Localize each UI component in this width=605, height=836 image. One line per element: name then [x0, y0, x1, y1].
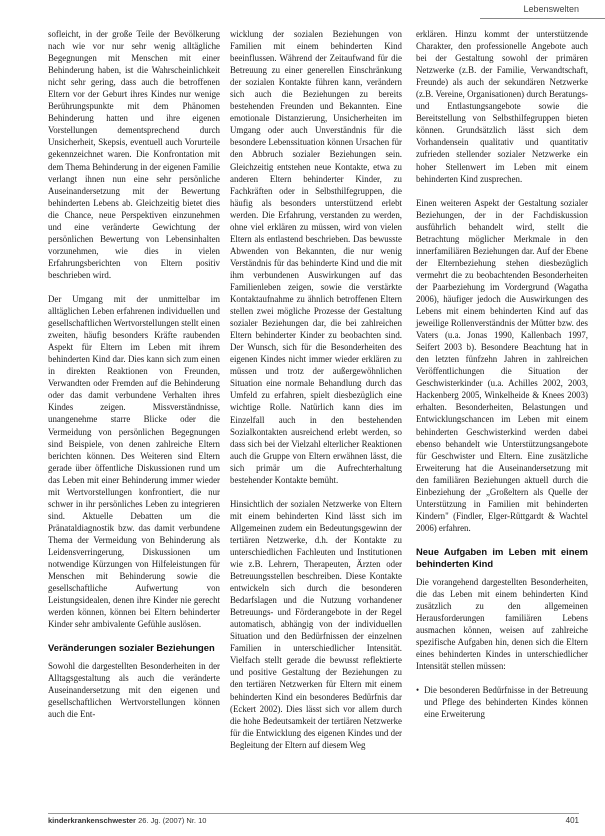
paragraph: sofleicht, in der große Teile der Bevölkerung nach wie vor nur sehr wenig alltägliche Begegnungen mit Menschen mit einer Behinderung haben, ist die Wahrscheinlichkeit nicht sehr gering, dass auch die betroffenen Eltern vor der Geburt ihres Kindes nur wenige Berührungspunkte mit dem Phänomen Behinderung hatten und ihre eigenen Vorstellungen dementsprechend durch Unsicherheit, Skepsis, eventuell auch Vorurteile gekennzeichnet waren. Die Konfrontation mit dem Thema Behinderung in der eigenen Familie verlangt ihnen nun eine sehr persönliche Auseinandersetzung mit der Bewertung behinderten Lebens ab. Gleichzeitig bietet dies die Chance, neue Perspektiven einzunehmen und eine veränderte Gewichtung der persönlichen Bewertung von Lebensinhalten vorzunehmen, wie dies in vielen Erfahrungsberichten von Eltern positiv beschrieben wird.	[48, 29, 220, 280]
text-column-2	[230, 28, 402, 763]
paragraph: Einen weiteren Aspekt der Gestaltung sozialer Beziehungen, der in der Fachdiskussion ausführlich behandelt wird, stellt die Betrachtung möglicher Merkmale in den innerfamiliären Beziehungen dar. Auf der Ebene der Elternbeziehung stehen diesbezüglich vermehrt die zu beobachtenden Besonderheiten der Paarbeziehung im Vordergrund (Wagatha 2006), häufiger jedoch die Auswirkungen des Lebens mit einem behinderten Kind auf das jeweilige Rollenverständnis der Mütter bzw. des Vaters (u.a. Jonas 1990, Kallenbach 1997, Seifert 2003 b). Besondere Beachtung hat in den letzten fünfzehn Jahren in zahlreichen Veröffentlichungen die Situation der Geschwisterkinder (u.a. Achilles 2002, 2003, Hackenberg 2005, Winkelheide & Knees 2003) erhalten. Besonderheiten, Belastungen und Entwicklungschancen im Leben mit einem behinderten Geschwisterkind werden dabei ebenso behandelt wie Unterstützungsangebote für Geschwister und Eltern. Eine zusätzliche Erweiterung hat die Auseinandersetzung mit den familiären Beziehungen aktuell durch die Einbeziehung der „Großeltern als Quelle der Unterstützung in Familien mit behinderten Kindern" (Findler, Elger-Rüttgardt & Wachtel 2006) erfahren.	[416, 197, 589, 533]
paragraph: Der Umgang mit der unmittelbar im alltäglichen Leben erfahrenen individuellen und gesellschaftlichen Wertvorstellungen stellt einen zweiten, häufig besonders Kräfte raubenden Aspekt für Eltern im Leben mit ihrem behinderten Kind dar. Dies kann sich zum einen in direkten Reaktionen von Freunden, Verwandten oder Fremden auf die Behinderung oder das damit verbundene Verhalten ihres Kindes zeigen. Missverständnisse, unangenehme starre Blicke oder die Vermeidung von persönlichen Begegnungen sind Beispiele, von denen zahlreiche Eltern berichten können. Des Weiteren sind Eltern gerade über öffentliche Diskussionen rund um das Leben mit einer Behinderung immer wieder mit Wertvorstellungen konfrontiert, die nur schwer in ihr persönliches Leben zu integrieren sind. Aktuelle Debatten um die Pränataldiagnostik bzw. das damit verbundene Thema der Vermeidung von Behinderung als Leidensverringerung, Diskussionen um notwendige Kürzungen von Hilfeleistungen für Menschen mit Behinderung sowie die gesellschaftliche Aufwertung von Leistungsidealen, denen ihre Kinder nie gerecht werden können, können bei Eltern behinderter Kinder sehr ambivalente Gefühle auslösen.	[48, 293, 220, 630]
paragraph: Sowohl die dargestellten Besonderheiten in der Alltagsgestaltung als auch die veränderte Auseinandersetzung mit den eigenen und gesellschaftlichen Wertvorstellungen können auch die Ent-	[48, 661, 220, 720]
paragraph: erklären. Hinzu kommt der unterstützende Charakter, den professionelle Angebote auch bei der Gestaltung sowohl der primären Netzwerke (z.B. der Familie, Verwandtschaft, Freunde) als auch der sekundären Netzwerke (z.B. Vereine, Organisationen) durch Beratungs- und Entlastungsangebote sowie die Bereitstellung von Selbsthilfegruppen bieten können. Grundsätzlich lässt sich dem Vorhandensein qualitativ und quantitativ zufrieden stellender sozialer Netzwerke ein hoher Stellenwert im Leben mit einem behinderten Kind zusprechen.	[416, 29, 588, 184]
page-number: 401	[565, 816, 579, 825]
text-column-3	[416, 28, 588, 720]
bullet-icon: •	[416, 685, 420, 696]
paragraph: Die vorangehend dargestellten Besonderheiten, die das Leben mit einem behinderten Kind zusätzlich zu den allgemeinen Herausforderungen familiären Lebens ausmachen können, weisen auf zahlreiche spezifische Aufgaben hin, denen sich die Eltern eines behinderten Kindes in unterschiedlicher Intensität stellen müssen:	[416, 576, 588, 672]
header-rule	[480, 18, 605, 19]
section-heading: Neue Aufgaben im Leben mit einem behinderten Kind	[416, 545, 588, 569]
bullet-item	[416, 684, 588, 720]
footer-rule	[48, 813, 579, 814]
journal-issue: 26. Jg. (2007) Nr. 10	[138, 816, 207, 825]
header-section-label: Lebenswelten	[523, 4, 579, 14]
text-column-1	[48, 28, 220, 733]
page-footer	[48, 816, 579, 828]
paragraph: Hinsichtlich der sozialen Netzwerke von Eltern mit einem behinderten Kind lässt sich im Allgemeinen zudem ein Bedeutungsgewinn der tertiären Netzwerke, d.h. der Kontakte zu unterschiedlichen Fachleuten und Institutionen wie z.B. Lehrern, Therapeuten, Ärzten oder Betreuungsstellen beschreiben. Diese Kontakte entwickeln sich durch die besonderen Bedarfslagen und die Nutzung vorhandener Betreuungs- und Förderangebote in der Regel automatisch, abhängig von der individuellen Situation und den Bedürfnissen der einzelnen Familien in unterschiedlicher Intensität. Vielfach stellt gerade die bewusst reflektierte und positive Gestaltung der Beziehungen zu den tertiären Netzwerken für Eltern mit einem behinderten Kind ein besonderes Bedürfnis dar (Eckert 2002). Dies lässt sich vor allem durch die hohe Bedeutsamkeit der tertiären Netzwerke für die Entwicklung des eigenen Kindes und der Begleitung der Eltern auf diesem Weg	[230, 498, 402, 750]
journal-name: kinderkrankenschwester	[48, 816, 136, 825]
section-heading: Veränderungen sozialer Beziehungen	[48, 642, 215, 654]
bullet-text: Die besonderen Bedürfnisse in der Betreuung und Pflege des behinderten Kindes können eine Erweiterung	[424, 685, 588, 720]
paragraph: wicklung der sozialen Beziehungen von Familien mit einem behinderten Kind beeinflussen. Während der Zeitaufwand für die Betreuung zu einer generellen Einschränkung der sozialen Kontakte führen kann, verändern sich auch die Beziehungen zu bereits bestehenden Freunden und Bekannten. Eine emotionale Distanzierung, Unsicherheiten im Umgang oder auch Unverständnis für die besondere Lebenssituation können Ursachen für den Abbruch sozialer Beziehungen sein. Gleichzeitig entstehen neue Kontakte, etwa zu anderen Eltern behinderter Kinder, zu Fachkräften oder in Selbsthilfegruppen, die häufig als besonders unterstützend erlebt werden. Die Erfahrung, verstanden zu werden, ohne viel erklären zu müssen, wird von vielen Eltern als entlastend beschrieben. Das bewusste Abwenden von Bekannten, die nur wenig Verständnis für das behinderte Kind und die mit ihm verbundenen Auswirkungen auf das Familienleben zeigen, sowie die verstärkte Kontaktaufnahme zu ähnlich betroffenen Eltern stellen zwei mögliche Prozesse der Gestaltung sozialer Beziehungen dar, die bei zahlreichen Eltern behinderter Kinder zu beobachten sind. Der Wunsch, sich für die Besonderheiten des eigenen Kindes nicht immer wieder erklären zu müssen und trotz der außergewöhnlichen Situation eine normale Behandlung durch das Umfeld zu erfahren, spielt diesbezüglich eine wichtige Rolle. Natürlich kann dies im Einzelfall auch in den bestehenden Sozialkontakten ausreichend erlebt werden, so dass sich bei der Vielzahl elterlicher Reaktionen auch die Gruppe von Eltern erwähnen lässt, die sich primär um die Aufrechterhaltung bestehender Kontakte bemüht.	[230, 29, 402, 485]
